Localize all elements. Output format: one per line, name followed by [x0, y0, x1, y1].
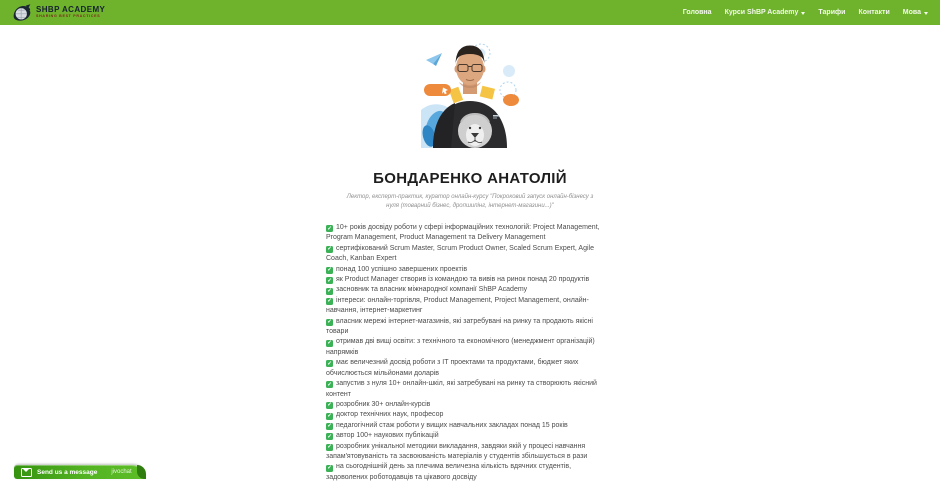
nav-item-label: Курси ShBP Academy [724, 9, 799, 16]
logo-subtitle: SHARING BEST PRACTICES [36, 14, 101, 19]
profile-description: Лектор, експерт-практик, куратор онлайн-курсу "Покроковий запуск онлайн-бізнесу з нуля (товарний бізнес, дропшипінг, інтернет-магазини...)" [346, 194, 594, 209]
check-icon [326, 246, 333, 253]
list-item-text: розробник унікальної методики викладання, завдяки якій у процесі навчання запам'ятовуваність та засвоюваність матеріалів у студентів збільшується в рази [326, 442, 588, 460]
nav-item-label: Головна [682, 9, 712, 16]
nav-item-label: Мова [902, 9, 921, 16]
profile-page [0, 25, 940, 483]
nav-item-label: Контакти [858, 9, 890, 16]
list-item [326, 431, 614, 441]
list-item-text: педагогічний стаж роботи у вищих навчальних закладах понад 15 років [336, 421, 568, 429]
logo-text [36, 6, 105, 19]
check-icon [326, 444, 333, 451]
list-item [326, 400, 614, 410]
list-item [326, 358, 614, 379]
profile-photo [421, 38, 519, 148]
nav-item-contacts[interactable] [858, 9, 889, 16]
facts-list [326, 223, 614, 483]
list-item-text: доктор технічних наук, професор [336, 411, 444, 419]
list-item [326, 296, 614, 317]
list-item-text: інтереси: онлайн-торгівля, Product Management, Project Management, онлайн-навчання, інтернет-маркетинг [326, 296, 589, 315]
chevron-down-icon [924, 12, 928, 15]
list-item [326, 244, 614, 265]
list-item [326, 265, 614, 275]
list-item-text: понад 100 успішно завершених проектів [336, 265, 468, 273]
envelope-icon [21, 468, 32, 477]
check-icon [326, 288, 333, 295]
check-icon [326, 433, 333, 440]
list-item [326, 275, 614, 285]
lecturer-portrait-illustration [421, 38, 519, 148]
check-icon [326, 381, 333, 388]
header [0, 0, 940, 25]
list-item [326, 337, 614, 358]
list-item-text: як Product Manager створив із командою та вивів на ринок понад 20 продуктів [336, 276, 590, 284]
list-item [326, 285, 614, 295]
nav-item-courses[interactable] [725, 9, 806, 16]
nav-item-language[interactable] [903, 9, 928, 16]
check-icon [326, 465, 333, 472]
list-item-text: 10+ років досвіду роботи у сфері інформаційних технологій: Project Management, Program Management, Product Management та Delivery Management [326, 224, 600, 242]
list-item-text: має величезний досвід роботи з ІТ проектами та продуктами, бюджет яких обчислюється мільйонами доларів [326, 359, 579, 377]
check-icon [326, 277, 333, 284]
check-icon [326, 402, 333, 409]
list-item [326, 223, 614, 244]
list-item-text: отримав дві вищі освіти: з технічного та економічного (менеджмент організацій) напрямків [326, 338, 595, 356]
main-nav [683, 9, 928, 16]
nav-item-home[interactable] [683, 9, 712, 16]
chat-widget[interactable] [14, 465, 144, 479]
logo-title: SHBP ACADEMY [36, 4, 106, 14]
check-icon [326, 267, 333, 274]
chat-brand-label: jivochat [111, 469, 132, 475]
page-title: БОНДАРЕНКО АНАТОЛІЙ [373, 170, 567, 187]
chevron-down-icon [801, 12, 805, 15]
list-item [326, 379, 614, 400]
list-item [326, 442, 614, 463]
list-item-text: на сьогоднішній день за плечима величезна кількість вдячних студентів, задоволених роботодавців та цікавого досвіду [326, 463, 572, 481]
check-icon [326, 298, 333, 305]
nav-item-pricing[interactable] [818, 9, 845, 16]
list-item-text: запустив з нуля 10+ онлайн-шкіл, які затребувані на ринку та створюють якісний контент [326, 380, 597, 398]
list-item-text: власник мережі інтернет-магазинів, які затребувані на ринку та продають якісні товари [326, 317, 593, 336]
list-item [326, 410, 614, 420]
list-item-text: розробник 30+ онлайн-курсів [336, 400, 431, 408]
check-icon [326, 225, 333, 232]
check-icon [326, 340, 333, 347]
logo[interactable] [12, 3, 105, 23]
list-item-text: автор 100+ наукових публікацій [336, 432, 439, 440]
check-icon [326, 360, 333, 367]
check-icon [326, 413, 333, 420]
check-icon [326, 319, 333, 326]
list-item-text: сертифікований Scrum Master, Scrum Product Owner, Scaled Scrum Expert, Agile Coach, Kanban Expert [326, 244, 595, 263]
list-item-text: засновник та власник міжнародної компанії ShBP Academy [336, 286, 528, 294]
chat-message: Send us a message [37, 468, 98, 476]
list-item [326, 421, 614, 431]
list-item [326, 317, 614, 338]
logo-globe-icon [12, 3, 32, 23]
check-icon [326, 423, 333, 430]
nav-item-label: Тарифи [818, 9, 846, 16]
